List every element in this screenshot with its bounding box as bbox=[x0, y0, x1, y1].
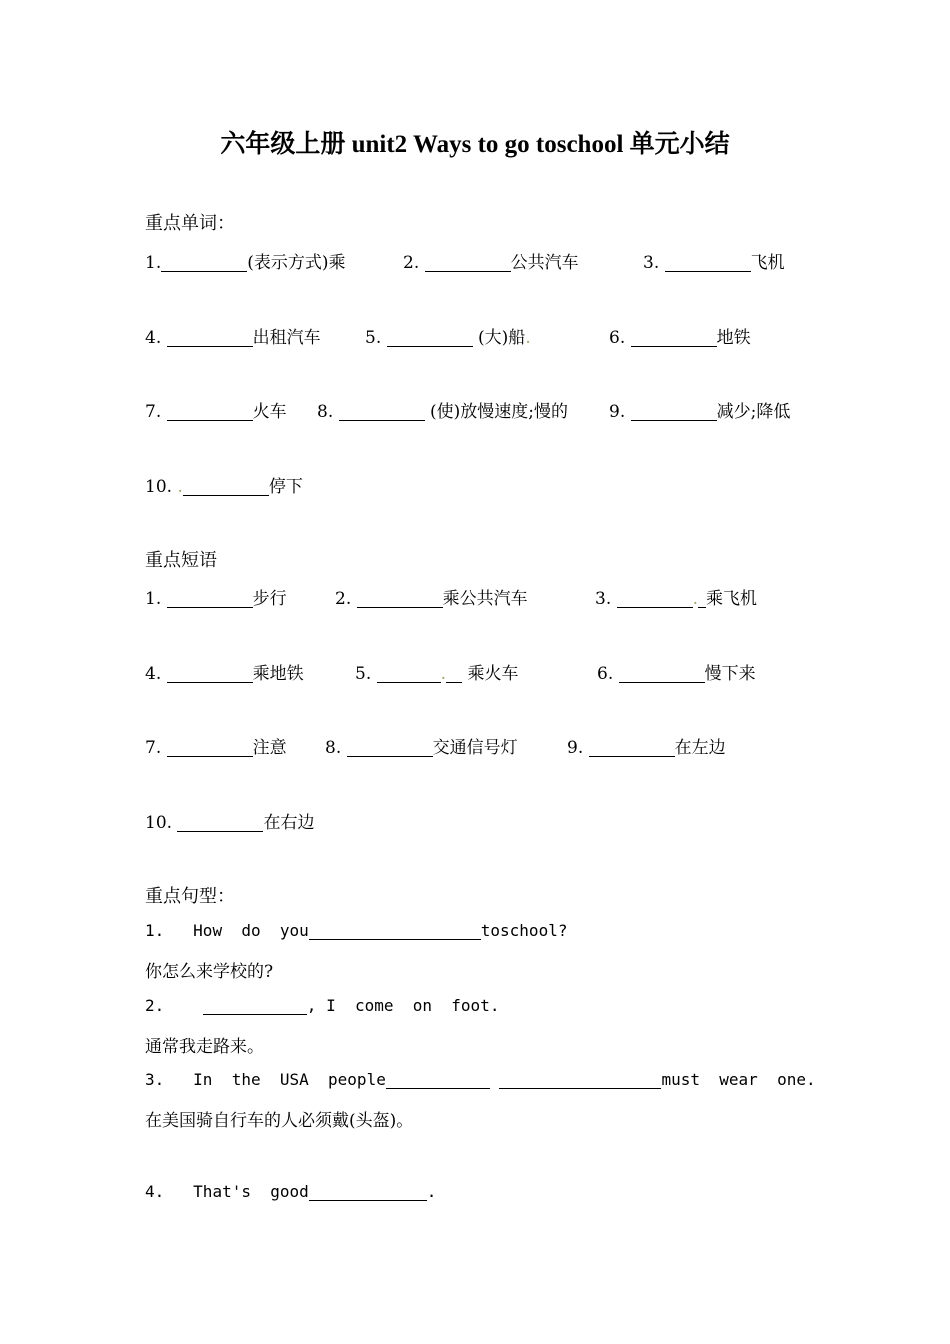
sentences-heading: 重点句型： bbox=[145, 886, 235, 907]
answer-blank[interactable] bbox=[203, 996, 307, 1015]
sentence-1: 1. How do you toschool? bbox=[145, 921, 568, 940]
answer-blank[interactable] bbox=[698, 589, 706, 608]
list-item: 8. (使)放慢速度;慢的 bbox=[317, 402, 569, 422]
answer-blank[interactable] bbox=[167, 738, 253, 757]
answer-blank[interactable] bbox=[309, 1182, 427, 1201]
list-item: 1. (表示方式)乘 bbox=[145, 253, 346, 273]
list-item: 5. (大)船. bbox=[365, 328, 531, 348]
list-item: 7. 火车 bbox=[145, 402, 287, 422]
mark-dot: . bbox=[177, 477, 183, 497]
list-item: 2. 公共汽车 bbox=[403, 253, 579, 273]
answer-blank[interactable] bbox=[499, 1070, 661, 1089]
answer-blank[interactable] bbox=[167, 402, 253, 421]
sentence-2: 2. , I come on foot. bbox=[145, 996, 500, 1015]
list-item: 4. 出租汽车 bbox=[145, 328, 321, 348]
answer-blank[interactable] bbox=[387, 328, 473, 347]
answer-blank[interactable] bbox=[357, 589, 443, 608]
answer-blank[interactable] bbox=[589, 738, 675, 757]
sentence-3: 3. In the USA people must wear one. bbox=[145, 1070, 816, 1089]
answer-blank[interactable] bbox=[161, 253, 247, 272]
mark-dot: . bbox=[440, 664, 447, 684]
answer-blank[interactable] bbox=[446, 664, 462, 683]
answer-blank[interactable] bbox=[619, 664, 705, 683]
answer-blank[interactable] bbox=[309, 921, 481, 940]
answer-blank[interactable] bbox=[339, 402, 425, 421]
answer-blank[interactable] bbox=[665, 253, 751, 272]
list-item: 1. 步行 bbox=[145, 589, 287, 609]
answer-blank[interactable] bbox=[167, 328, 253, 347]
answer-blank[interactable] bbox=[183, 477, 269, 496]
answer-blank[interactable] bbox=[425, 253, 511, 272]
list-item: 3. . 乘飞机 bbox=[595, 589, 758, 609]
answer-blank[interactable] bbox=[386, 1070, 490, 1089]
answer-blank[interactable] bbox=[631, 402, 717, 421]
sentence-3-translation: 在美国骑自行车的人必须戴(头盔)。 bbox=[145, 1111, 414, 1131]
list-item: 6. 地铁 bbox=[609, 328, 751, 348]
list-item: 7. 注意 bbox=[145, 738, 287, 758]
list-item: 10. 在右边 bbox=[145, 813, 315, 833]
answer-blank[interactable] bbox=[377, 664, 441, 683]
answer-blank[interactable] bbox=[177, 813, 263, 832]
list-item: 3. 飞机 bbox=[643, 253, 785, 273]
list-item: 10. . 停下 bbox=[145, 477, 303, 497]
sentence-2-translation: 通常我走路来。 bbox=[145, 1037, 264, 1057]
answer-blank[interactable] bbox=[617, 589, 693, 608]
list-item: 9. 减少;降低 bbox=[609, 402, 791, 422]
answer-blank[interactable] bbox=[167, 589, 253, 608]
list-item: 4. 乘地铁 bbox=[145, 664, 304, 684]
answer-blank[interactable] bbox=[167, 664, 253, 683]
list-item: 5. . 乘火车 bbox=[355, 664, 519, 684]
list-item: 2. 乘公共汽车 bbox=[335, 589, 528, 609]
mark-dot: . bbox=[525, 328, 531, 348]
words-heading: 重点单词： bbox=[145, 213, 235, 234]
list-item: 9. 在左边 bbox=[567, 738, 726, 758]
sentence-4: 4. That's good . bbox=[145, 1182, 437, 1201]
list-item: 6. 慢下来 bbox=[597, 664, 756, 684]
phrases-heading: 重点短语 bbox=[145, 550, 217, 571]
answer-blank[interactable] bbox=[347, 738, 433, 757]
sentence-1-translation: 你怎么来学校的? bbox=[145, 962, 274, 982]
mark-dot: . bbox=[692, 589, 699, 609]
list-item: 8. 交通信号灯 bbox=[325, 738, 518, 758]
answer-blank[interactable] bbox=[631, 328, 717, 347]
page-title: 六年级上册 unit2 Ways to go toschool 单元小结 bbox=[220, 131, 730, 158]
